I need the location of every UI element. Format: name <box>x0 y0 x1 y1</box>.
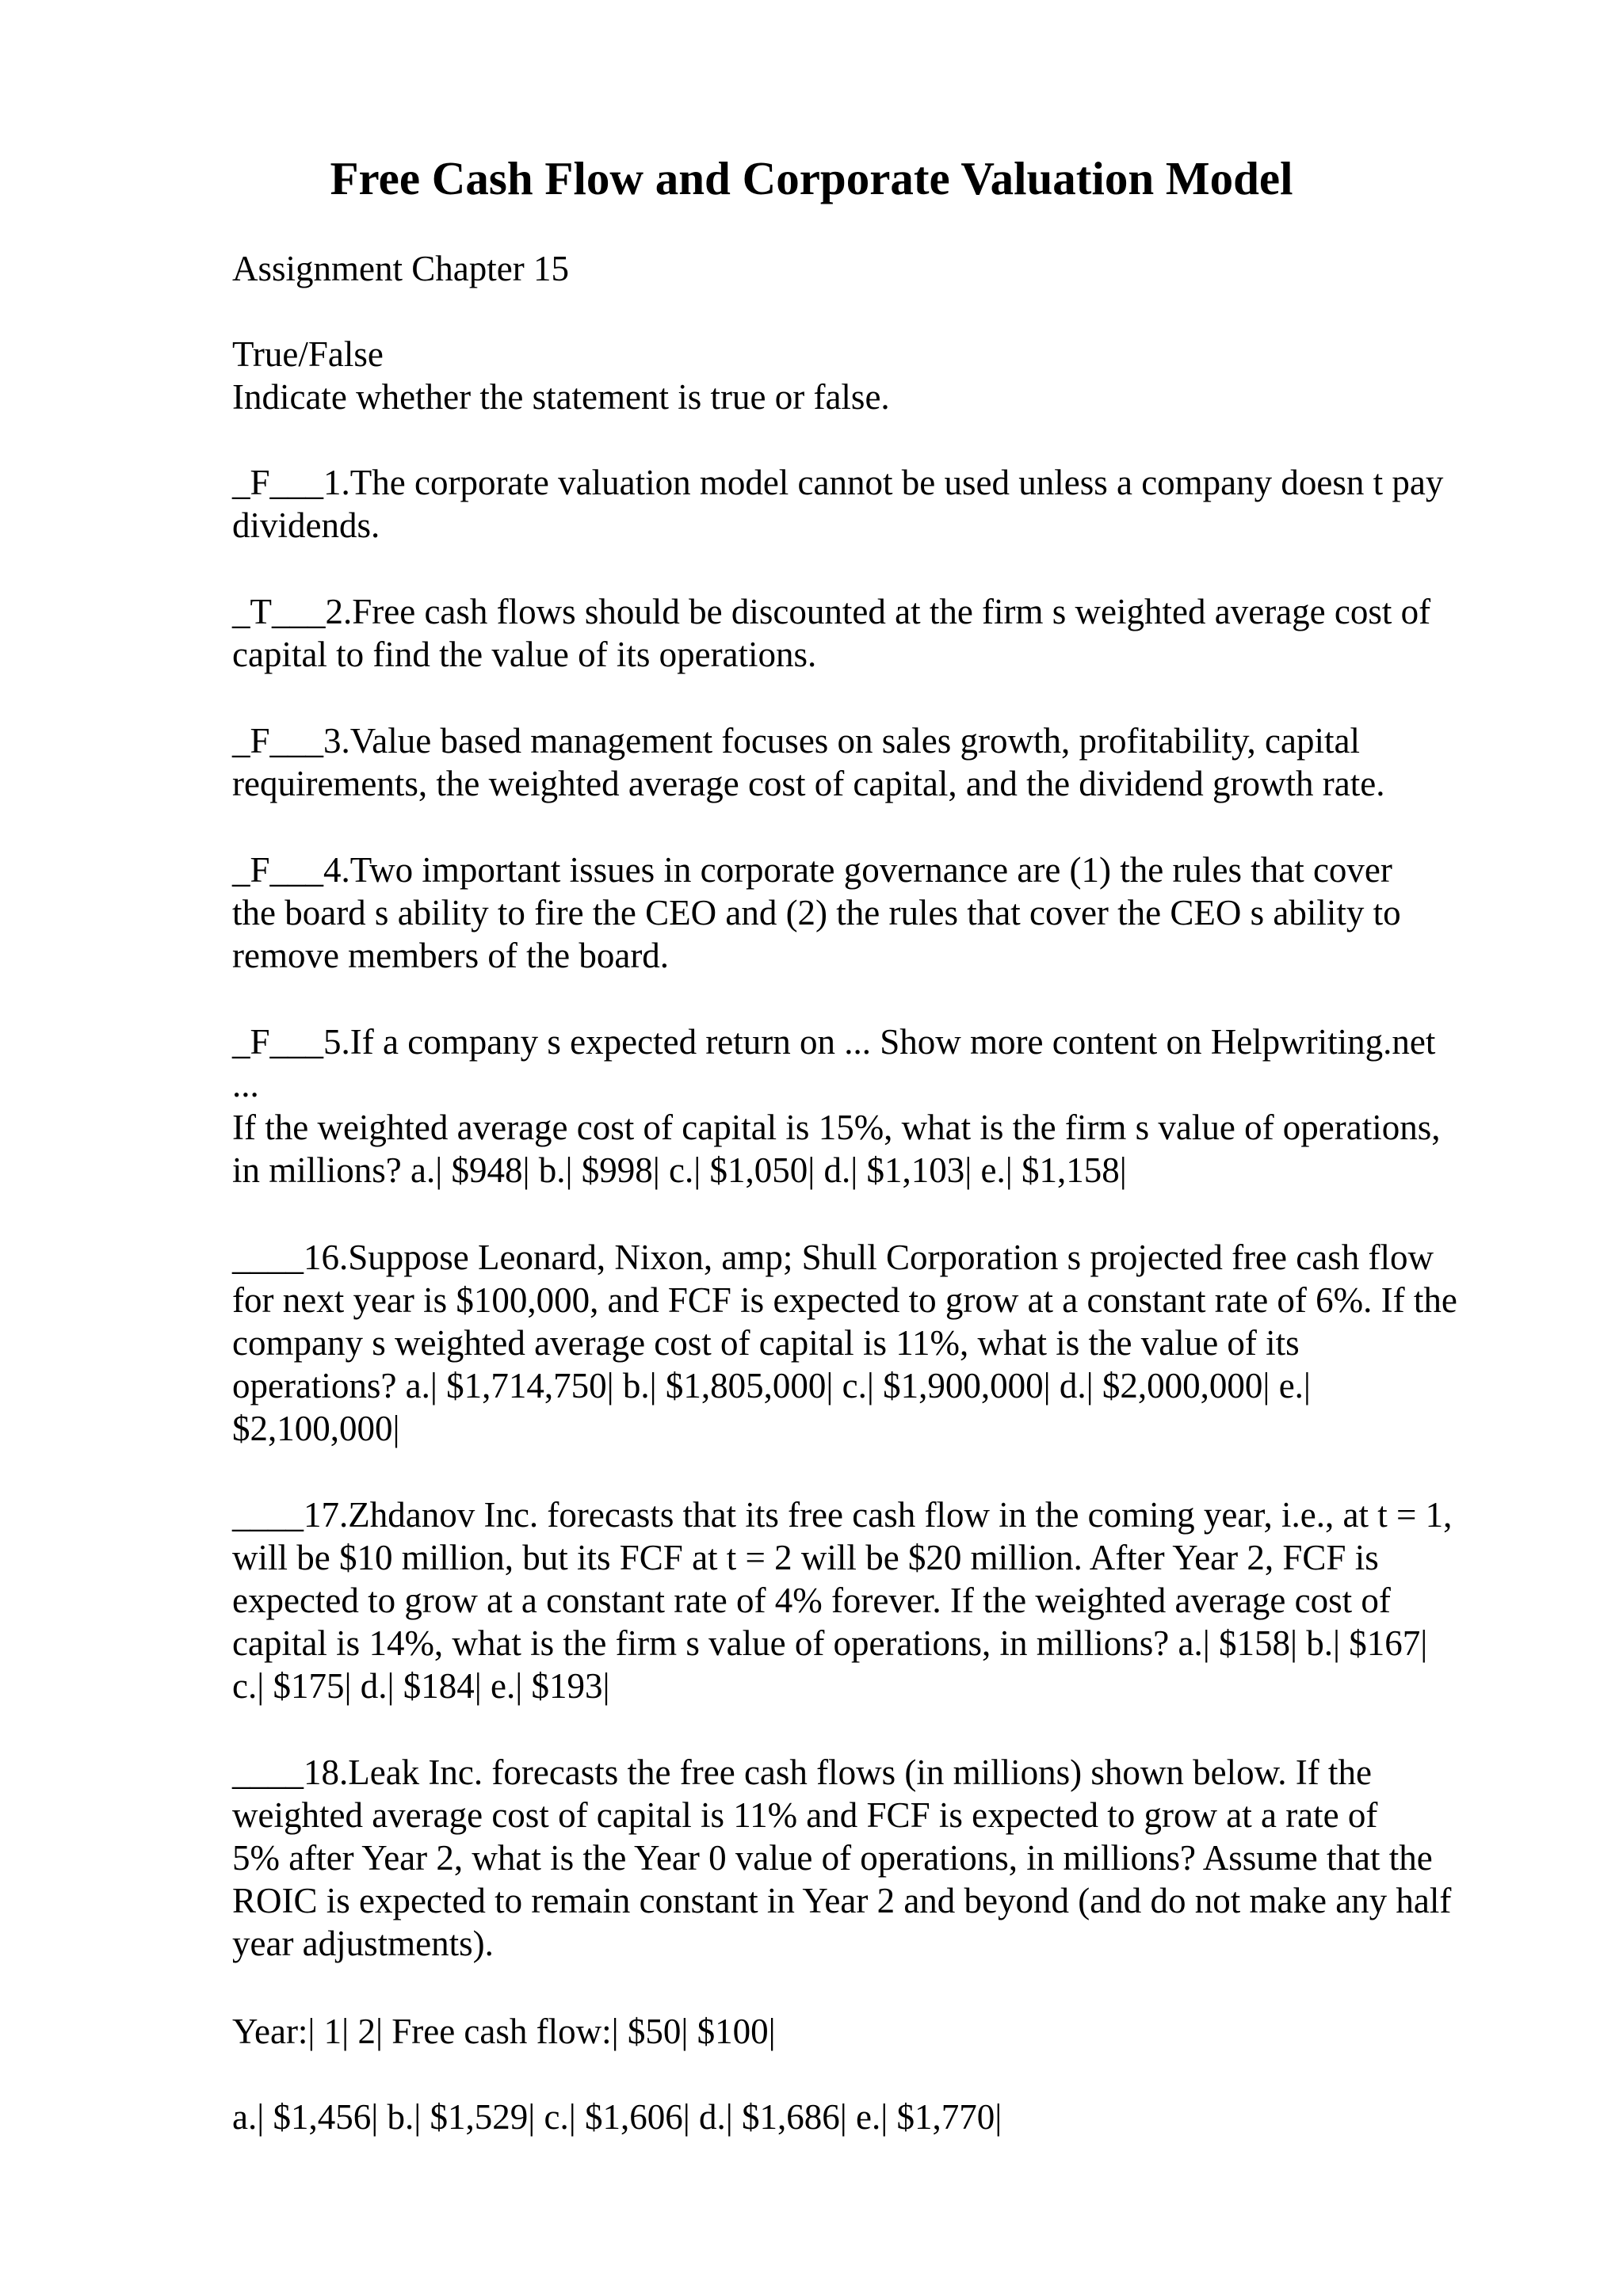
question-2: _T___2.Free cash flows should be discounted at the firm s weighted average cost of capital to find the value of its operations. <box>232 592 1431 674</box>
page-title: Free Cash Flow and Corporate Valuation Model <box>330 152 1293 204</box>
section-instruction: Indicate whether the statement is true or false. <box>232 377 890 417</box>
question-4: _F___4.Two important issues in corporate governance are (1) the rules that cover the board s ability to fire the CEO and (2) the rules that cover the CEO s ability to remove members of the board. <box>232 850 1401 975</box>
question-5: _F___5.If a company s expected return on ... Show more content on Helpwriting.net ... If the weighted average cost of capital is 15%, what is the firm s value of operations, in millions? a.| $948| b.| $998| c.| $1,050| d.| $1,103| e.| $1,158| <box>232 1022 1441 1190</box>
section-heading: True/False <box>232 334 384 374</box>
question-3: _F___3.Value based management focuses on sales growth, profitability, capital requirements, the weighted average cost of capital, and the dividend growth rate. <box>232 721 1385 803</box>
question-1: _F___1.The corporate valuation model cannot be used unless a company doesn t pay dividends. <box>232 463 1444 545</box>
assignment-subtitle: Assignment Chapter 15 <box>232 249 569 288</box>
question-18: ____18.Leak Inc. forecasts the free cash flows (in millions) shown below. If the weighted average cost of capital is 11% and FCF is expected to grow at a rate of 5% after Year 2, what is the Year 0 value of operations, in millions? Assume that the ROIC is expected to remain constant in Year 2 and beyond (and do not make any half year adjustments). <box>232 1753 1452 1963</box>
question-17: ____17.Zhdanov Inc. forecasts that its free cash flow in the coming year, i.e., at t = 1, will be $10 million, but its FCF at t = 2 will be $20 million. After Year 2, FCF is expected to grow at a constant rate of 4% forever. If the weighted average cost of capital is 14%, what is the firm s value of operations, in millions? a.| $158| b.| $167| c.| $175| d.| $184| e.| $193| <box>232 1495 1453 1706</box>
answer-choices: a.| $1,456| b.| $1,529| c.| $1,606| d.| $1,686| e.| $1,770| <box>232 2097 1002 2137</box>
cash-flow-table-line: Year:| 1| 2| Free cash flow:| $50| $100| <box>232 2012 776 2051</box>
question-16: ____16.Suppose Leonard, Nixon, amp; Shull Corporation s projected free cash flow for next year is $100,000, and FCF is expected to grow at a constant rate of 6%. If the company s weighted average cost of capital is 11%, what is the value of its operations? a.| $1,714,750| b.| $1,805,000| c.| $1,900,000| d.| $2,000,000| e.| $2,100,000| <box>232 1238 1457 1448</box>
